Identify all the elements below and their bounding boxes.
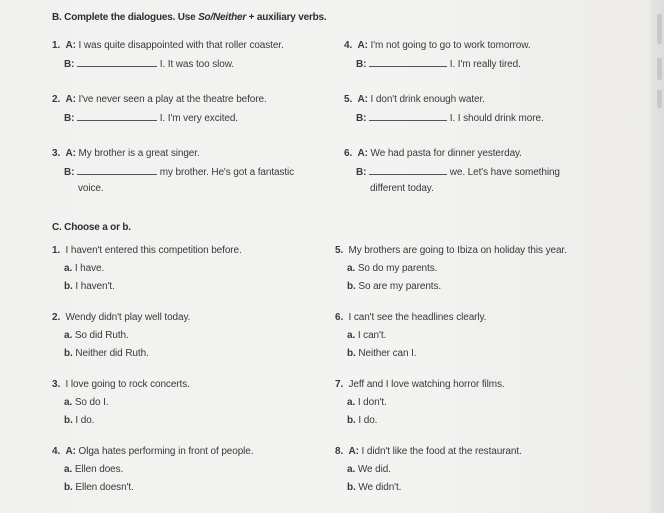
b2-answer: B: I. I'm very excited. [64, 113, 238, 124]
b5-question: 5. A: I don't drink enough water. [344, 94, 485, 105]
b5-answer: B: I. I should drink more. [356, 113, 544, 124]
c7-question: 7. Jeff and I love watching horror films. [335, 379, 505, 390]
answer-blank[interactable] [369, 58, 447, 67]
section-c-heading: C. Choose a or b. [52, 222, 131, 233]
b3-answer-cont: voice. [78, 183, 104, 194]
b6-answer: B: we. Let's have something [356, 167, 560, 178]
c8-option-b[interactable]: b. We didn't. [347, 482, 402, 493]
b1-answer: B: I. It was too slow. [64, 59, 234, 70]
c7-option-b[interactable]: b. I do. [347, 415, 378, 426]
c4-option-b[interactable]: b. Ellen doesn't. [64, 482, 134, 493]
c8-option-a[interactable]: a. We did. [347, 464, 391, 475]
b6-answer-cont: different today. [370, 183, 434, 194]
page-tab [657, 58, 662, 80]
c8-question: 8. A: I didn't like the food at the restaurant. [335, 446, 522, 457]
c3-option-a[interactable]: a. So do I. [64, 397, 109, 408]
c6-question: 6. I can't see the headlines clearly. [335, 312, 487, 323]
c4-option-a[interactable]: a. Ellen does. [64, 464, 124, 475]
c5-question: 5. My brothers are going to Ibiza on holiday this year. [335, 245, 567, 256]
answer-blank[interactable] [77, 58, 157, 67]
b3-answer: B: my brother. He's got a fantastic [64, 167, 295, 178]
b2-question: 2. A: I've never seen a play at the theatre before. [52, 94, 267, 105]
c2-option-b[interactable]: b. Neither did Ruth. [64, 348, 149, 359]
answer-blank[interactable] [77, 166, 157, 175]
page-tab [657, 14, 662, 44]
c4-question: 4. A: Olga hates performing in front of people. [52, 446, 254, 457]
c3-option-b[interactable]: b. I do. [64, 415, 95, 426]
c1-option-a[interactable]: a. I have. [64, 263, 105, 274]
b4-answer: B: I. I'm really tired. [356, 59, 521, 70]
answer-blank[interactable] [369, 166, 447, 175]
b3-question: 3. A: My brother is a great singer. [52, 148, 200, 159]
c7-option-a[interactable]: a. I don't. [347, 397, 387, 408]
c6-option-a[interactable]: a. I can't. [347, 330, 387, 341]
b6-question: 6. A: We had pasta for dinner yesterday. [344, 148, 522, 159]
section-b-heading: B. Complete the dialogues. Use So/Neither + auxiliary verbs. [52, 12, 327, 23]
answer-blank[interactable] [77, 112, 157, 121]
c5-option-a[interactable]: a. So do my parents. [347, 263, 438, 274]
b4-question: 4. A: I'm not going to go to work tomorrow. [344, 40, 531, 51]
c1-question: 1. I haven't entered this competition before. [52, 245, 242, 256]
c2-question: 2. Wendy didn't play well today. [52, 312, 191, 323]
c1-option-b[interactable]: b. I haven't. [64, 281, 115, 292]
c3-question: 3. I love going to rock concerts. [52, 379, 190, 390]
c6-option-b[interactable]: b. Neither can I. [347, 348, 417, 359]
b1-question: 1. A: I was quite disappointed with that roller coaster. [52, 40, 284, 51]
answer-blank[interactable] [369, 112, 447, 121]
c2-option-a[interactable]: a. So did Ruth. [64, 330, 129, 341]
page-tab [657, 90, 662, 108]
c5-option-b[interactable]: b. So are my parents. [347, 281, 442, 292]
